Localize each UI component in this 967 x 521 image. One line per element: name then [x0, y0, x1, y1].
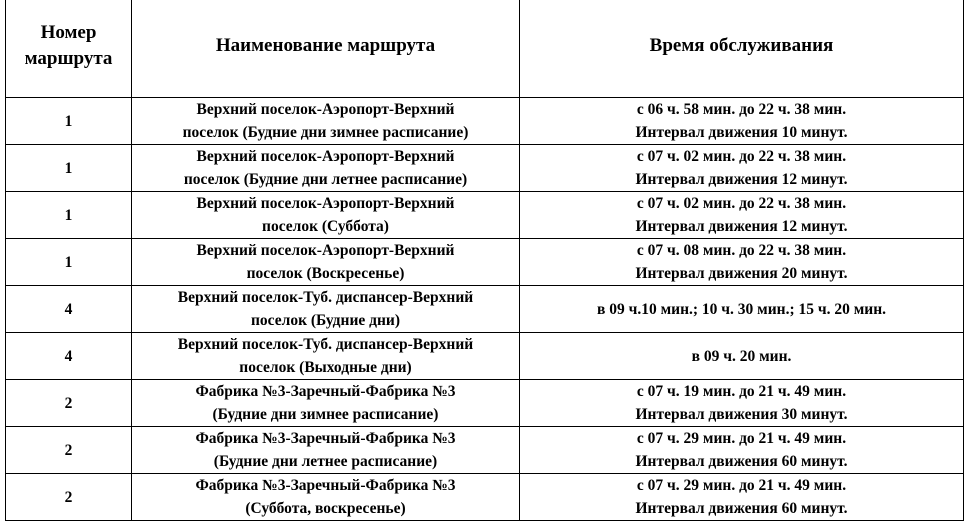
route-name-name-line1: Фабрика №3-Заречный-Фабрика №3 — [195, 383, 456, 400]
service-time-time-line1: в 09 ч.10 мин.; 10 ч. 30 мин.; 15 ч. 20 мин. — [596, 300, 887, 318]
service-time-time-line2: Интервал движения 30 минут. — [635, 406, 848, 423]
route-name-cell — [132, 474, 520, 521]
service-time-time-line1: с 06 ч. 58 мин. до 22 ч. 38 мин. — [636, 101, 847, 118]
service-time-cell — [520, 333, 964, 380]
route-name-name-line1: Верхний поселок-Аэропорт-Верхний — [196, 101, 455, 118]
route-name-name-line1: Верхний поселок-Туб. диспансер-Верхний — [177, 289, 474, 306]
service-time-time-line2: Интервал движения 20 минут. — [635, 265, 848, 282]
table-row — [6, 427, 964, 474]
service-time-time-line2: Интервал движения 12 минут. — [635, 218, 848, 235]
route-name-name-line2: поселок (Суббота) — [262, 218, 389, 235]
header-service-time: Время обслуживания — [520, 0, 964, 98]
route-number-cell: 1 — [6, 98, 132, 145]
header-route-number-line1: Номер — [40, 22, 97, 43]
route-number-cell: 2 — [6, 474, 132, 521]
route-name-name-line1: Фабрика №3-Заречный-Фабрика №3 — [195, 477, 456, 494]
header-route-name: Наименование маршрута — [132, 0, 520, 98]
route-number-cell: 1 — [6, 192, 132, 239]
table-row — [6, 239, 964, 286]
route-name-name-line1: Верхний поселок-Аэропорт-Верхний — [196, 242, 455, 259]
route-name-name-line2: поселок (Выходные дни) — [239, 359, 412, 376]
route-name-name-line1: Верхний поселок-Аэропорт-Верхний — [196, 148, 455, 165]
route-name-cell — [132, 145, 520, 192]
table-row — [6, 192, 964, 239]
route-name-cell — [132, 239, 520, 286]
route-name-cell — [132, 192, 520, 239]
service-time-cell — [520, 98, 964, 145]
table-row — [6, 333, 964, 380]
service-time-cell — [520, 239, 964, 286]
service-time-time-line2: Интервал движения 60 минут. — [635, 453, 848, 470]
route-name-name-line2: поселок (Будние дни) — [251, 312, 400, 329]
route-name-name-line2: (Будние дни летнее расписание) — [213, 453, 438, 470]
service-time-time-line2: Интервал движения 60 минут. — [635, 500, 848, 517]
route-name-name-line2: поселок (Будние дни зимнее расписание) — [182, 124, 469, 141]
route-name-name-line2: (Суббота, воскресенье) — [245, 500, 406, 517]
service-time-cell — [520, 474, 964, 521]
route-number-cell: 4 — [6, 333, 132, 380]
route-name-name-line1: Фабрика №3-Заречный-Фабрика №3 — [195, 430, 456, 447]
route-name-cell — [132, 427, 520, 474]
table-row — [6, 286, 964, 333]
service-time-time-line1: с 07 ч. 02 мин. до 22 ч. 38 мин. — [636, 195, 847, 212]
schedule-table — [5, 0, 964, 521]
service-time-cell — [520, 192, 964, 239]
service-time-time-line1: в 09 ч. 20 мин. — [691, 347, 792, 365]
route-number-cell: 1 — [6, 239, 132, 286]
table-row — [6, 145, 964, 192]
service-time-time-line1: с 07 ч. 29 мин. до 21 ч. 49 мин. — [636, 430, 847, 447]
table-row — [6, 380, 964, 427]
route-name-name-line1: Верхний поселок-Туб. диспансер-Верхний — [177, 336, 474, 353]
service-time-time-line1: с 07 ч. 19 мин. до 21 ч. 49 мин. — [636, 383, 847, 400]
table-row — [6, 474, 964, 521]
header-route-number — [6, 0, 132, 98]
service-time-time-line1: с 07 ч. 08 мин. до 22 ч. 38 мин. — [636, 242, 847, 259]
route-name-name-line2: поселок (Воскресенье) — [246, 265, 405, 282]
route-name-cell — [132, 286, 520, 333]
service-time-cell — [520, 145, 964, 192]
service-time-cell — [520, 427, 964, 474]
route-number-cell: 4 — [6, 286, 132, 333]
header-route-number-line2: маршрута — [24, 48, 113, 69]
service-time-cell — [520, 286, 964, 333]
route-name-cell — [132, 380, 520, 427]
route-name-name-line1: Верхний поселок-Аэропорт-Верхний — [196, 195, 455, 212]
route-name-name-line2: (Будние дни зимнее расписание) — [212, 406, 439, 423]
route-number-cell: 2 — [6, 380, 132, 427]
route-number-cell: 1 — [6, 145, 132, 192]
service-time-time-line1: с 07 ч. 29 мин. до 21 ч. 49 мин. — [636, 477, 847, 494]
header-row — [6, 0, 964, 98]
service-time-time-line1: с 07 ч. 02 мин. до 22 ч. 38 мин. — [636, 148, 847, 165]
route-name-name-line2: поселок (Будние дни летнее расписание) — [183, 171, 468, 188]
service-time-time-line2: Интервал движения 12 минут. — [635, 171, 848, 188]
route-name-cell — [132, 333, 520, 380]
service-time-time-line2: Интервал движения 10 минут. — [635, 124, 848, 141]
table-row — [6, 98, 964, 145]
route-name-cell — [132, 98, 520, 145]
route-number-cell: 2 — [6, 427, 132, 474]
service-time-cell — [520, 380, 964, 427]
